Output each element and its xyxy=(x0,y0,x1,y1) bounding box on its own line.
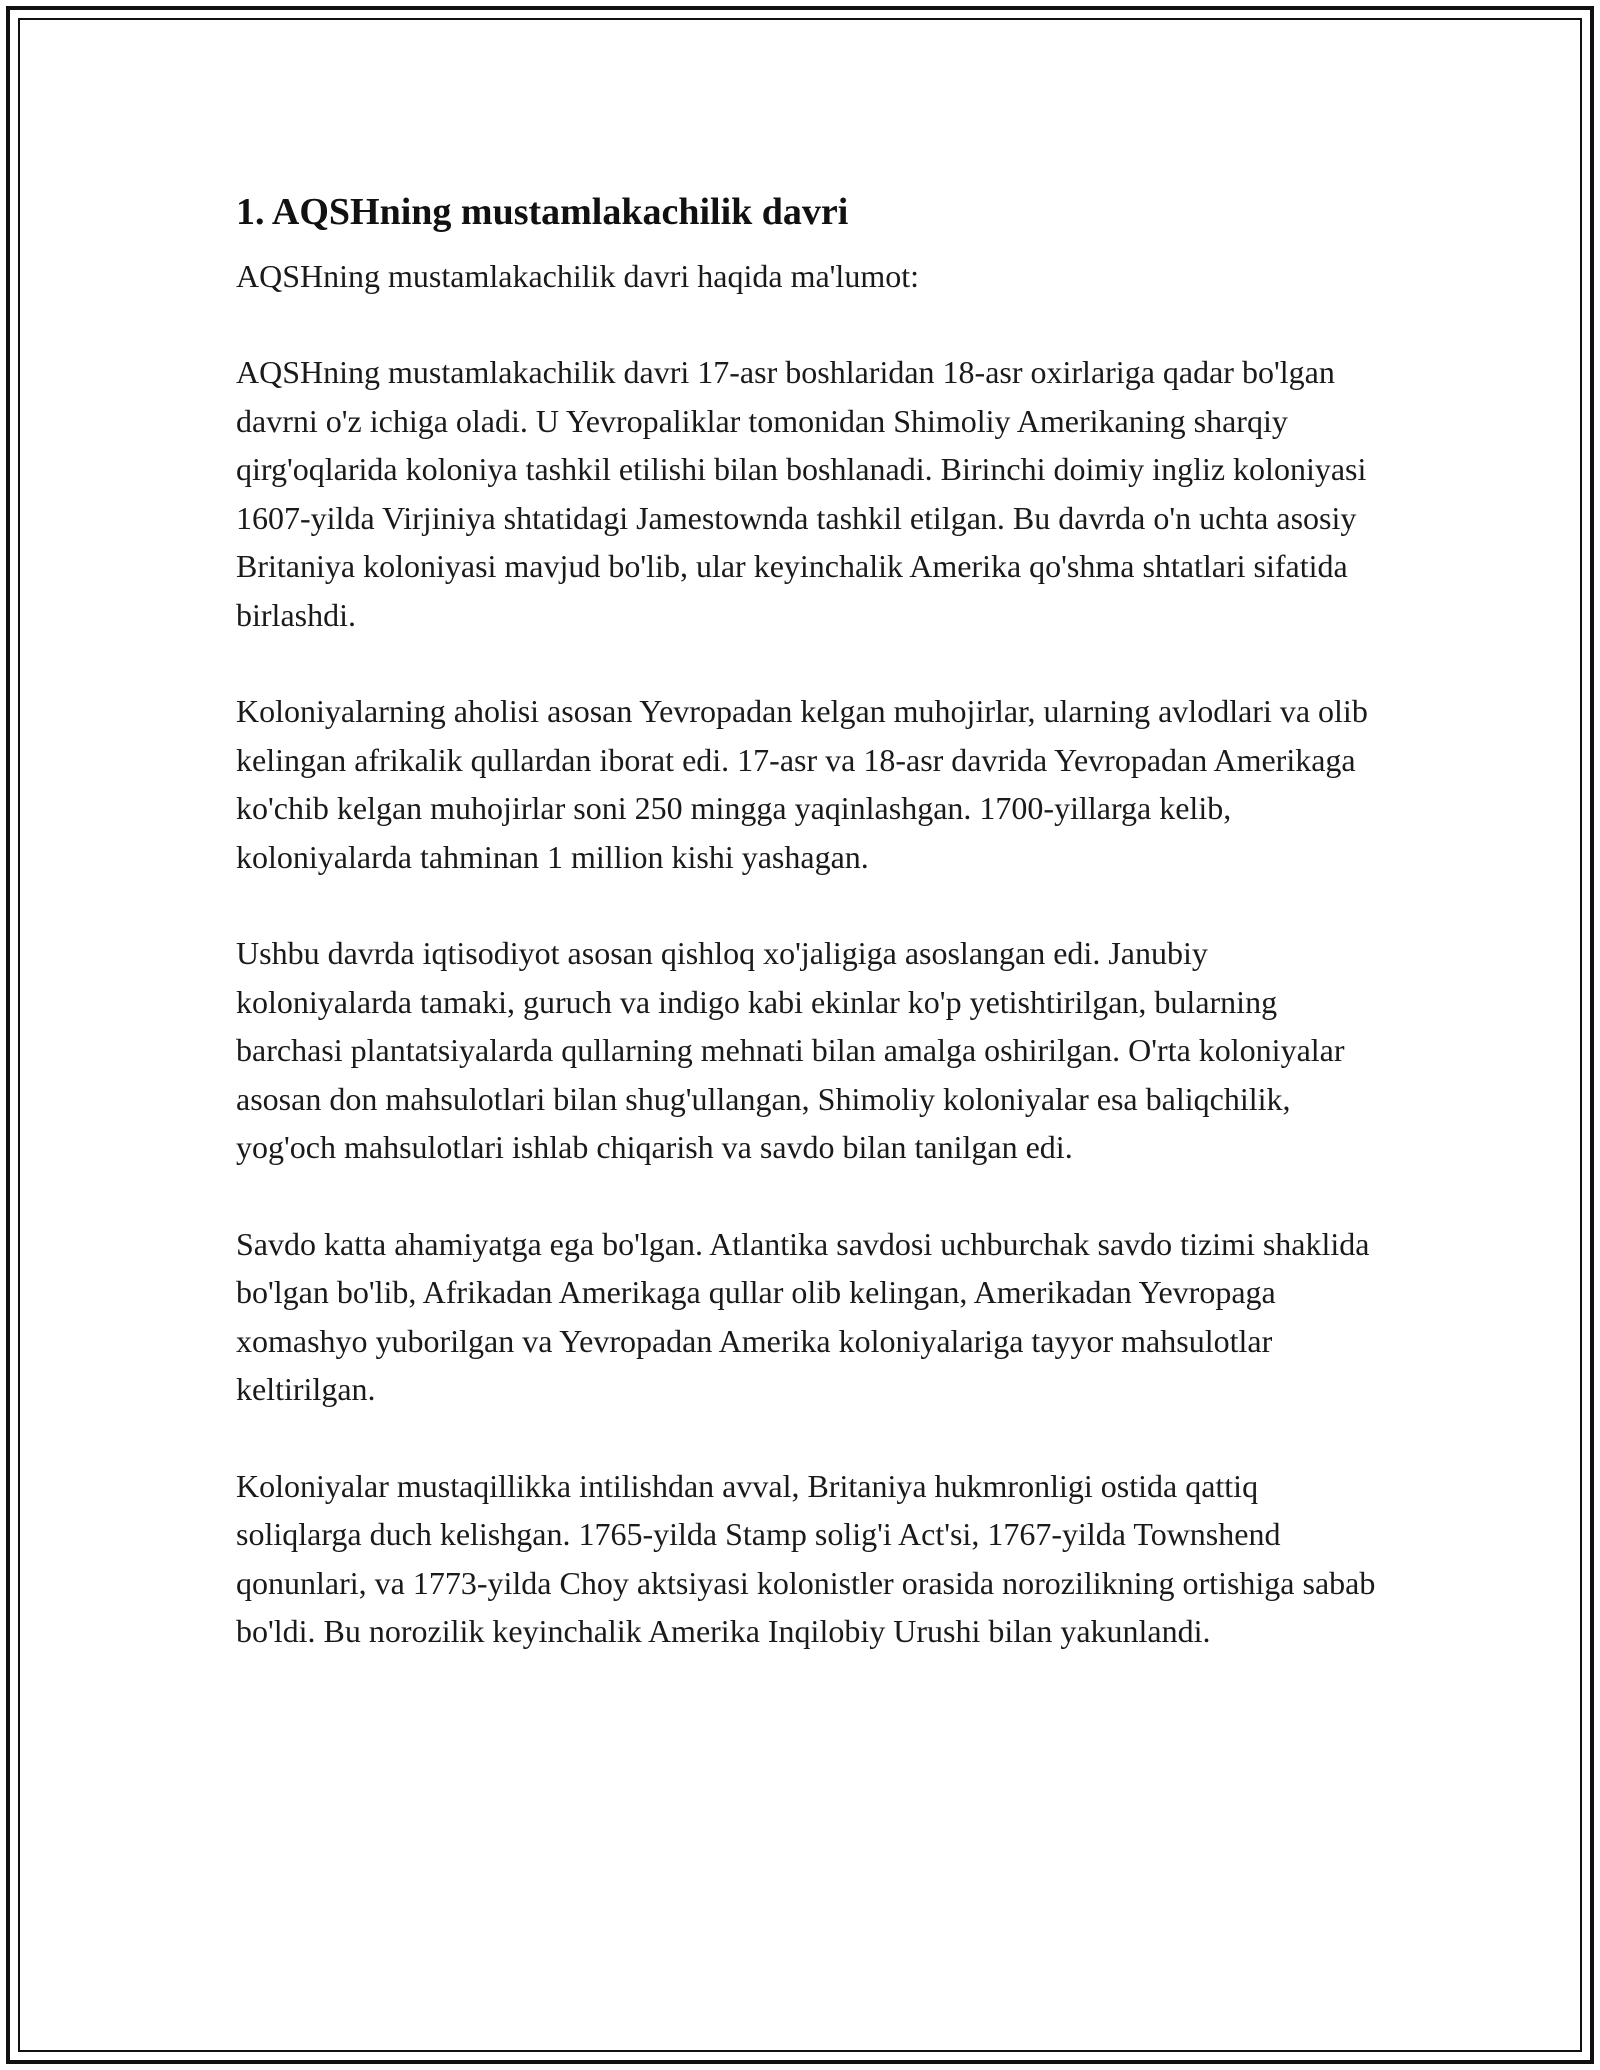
paragraph-trade: Savdo katta ahamiyatga ega bo'lgan. Atlantika savdosi uchburchak savdo tizimi shaklida bo'lgan bo'lib, Afrikadan Amerikaga qullar olib kelingan, Amerikadan Yevropaga xomashyo yuborilgan va Yevropadan Amerika koloniyalariga tayyor mahsulotlar keltirilgan. xyxy=(236,1225,1370,1407)
document-body xyxy=(236,186,1386,1656)
paragraph-population: Koloniyalarning aholisi asosan Yevropadan kelgan muhojirlar, ularning avlodlari va olib kelingan afrikalik qullardan iborat edi. 17-asr va 18-asr davrida Yevropadan Amerikaga ko'chib kelgan muhojirlar soni 250 mingga yaqinlashgan. 1700-yillarga kelib, koloniyalarda tahminan 1 million kishi yashagan. xyxy=(236,693,1368,875)
paragraph-taxes: Koloniyalar mustaqillikka intilishdan avval, Britaniya hukmronligi ostida qattiq soliqlarga duch kelishgan. 1765-yilda Stamp solig'i Act'si, 1767-yilda Townshend qonunlari, va 1773-yilda Choy aktsiyasi kolonistler orasida norozilikning ortishiga sabab bo'ldi. Bu norozilik keyinchalik Amerika Inqilobiy Urushi bilan yakunlandi. xyxy=(236,1467,1376,1649)
paragraph-founding: AQSHning mustamlakachilik davri 17-asr boshlaridan 18-asr oxirlariga qadar bo'lgan davrni o'z ichiga oladi. U Yevropaliklar tomonidan Shimoliy Amerikaning sharqiy qirg'oqlarida koloniya tashkil etilishi bilan boshlanadi. Birinchi doimiy ingliz koloniyasi 1607-yilda Virjiniya shtatidagi Jamestownda tashkil etilgan. Bu davrda o'n uchta asosiy Britaniya koloniyasi mavjud bo'lib, ular keyinchalik Amerika qo'shma shtatlari sifatida birlashdi. xyxy=(236,354,1367,633)
paragraph-economy: Ushbu davrda iqtisodiyot asosan qishloq xo'jaligiga asoslangan edi. Janubiy koloniyalarda tamaki, guruch va indigo kabi ekinlar ko'p yetishtirilgan, bularning barchasi plantatsiyalarda qullarning mehnati bilan amalga oshirilgan. O'rta koloniyalar asosan don mahsulotlari bilan shug'ullangan, Shimoliy koloniyalar esa baliqchilik, yog'och mahsulotlari ishlab chiqarish va savdo bilan tanilgan edi. xyxy=(236,935,1345,1165)
section-heading: 1. AQSHning mustamlakachilik davri xyxy=(236,191,849,233)
intro-line: AQSHning mustamlakachilik davri haqida ma'lumot: xyxy=(236,258,919,294)
